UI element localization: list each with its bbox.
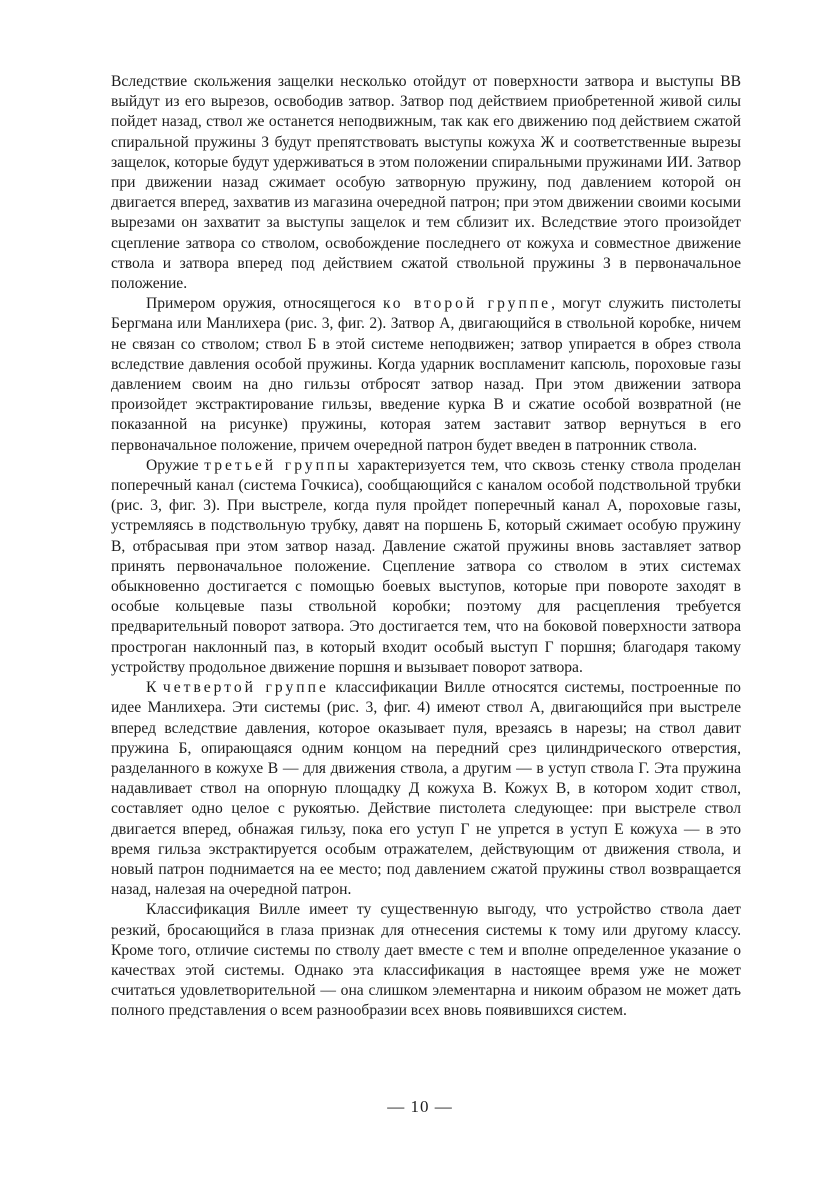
paragraph-2-rest: , могут служить пистолеты Бергмана или Манлихера (рис. 3, фиг. 2). Затвор А, двигающийся в ствольной коробке, ничем не связан со стволом; ствол Б в этой системе неподвижен; затвор упирается в обрез ствола вследствие давления особой пружины. Когда ударник воспламенит капсюль, пороховые газы давлением своим на дно гильзы отбросят затвор назад. При этом движении затвора произойдет экстрактирование гильзы, введение курка В и сжатие особой возвратной (не показанной на рисунке) пружины, которая затем заставит затвор вернуться в его первоначальное положение, причем очередной патрон будет введен в патронник ствола. <box>111 295 742 454</box>
paragraph-5: Классификация Вилле имеет ту существенную выгоду, что устройство ствола дает резкий, бросающийся в глаза признак для отнесения системы к тому или другому классу. Кроме того, отличие системы по стволу дает вместе с тем и вполне определенное указание о качествах этой системы. Однако эта классификация в настоящее время уже не может считаться удовлетворительной — она слишком элементарна и никоим образом не может дать полного представления о всем разнообразии всех вновь появившихся систем. <box>111 901 741 1020</box>
paragraph-1: Вследствие скольжения защелки несколько отойдут от поверхности затвора и выступы ВВ выйдут из его вырезов, освободив затвор. Затвор под действием приобретенной живой силы пойдет назад, ствол же останется неподвижным, так как его движению под действием сжатой спиральной пружины З будут препятствовать выступы кожуха Ж и соответственные вырезы защелок, которые будут удерживаться в этом положении спиральными пружинами ИИ. Затвор при движении назад сжимает особую затворную пружину, под давлением которой он двигается вперед, захватив из магазина очередной патрон; при этом движении своими косыми вырезами он захватит за выступы защелок и тем сблизит их. Вследствие этого произойдет сцепление затвора со стволом, освобождение последнего от кожуха и совместное движение ствола и затвора вперед под действием сжатой ствольной пружины З в первоначальное положение. <box>111 73 741 293</box>
paragraph-2 <box>111 294 741 456</box>
page-number: — 10 — <box>387 1097 453 1116</box>
paragraph-4-lead: К <box>146 679 163 697</box>
paragraph-4 <box>111 678 741 900</box>
paragraph-3 <box>111 456 741 678</box>
page-text-block <box>111 72 741 1022</box>
group-four-emphasis: четвертой группе <box>162 679 329 697</box>
paragraph-4-rest: классификации Вилле относятся системы, построенные по идее Манлихера. Эти системы (рис. 3, фиг. 4) имеют ствол А, двигающийся при выстреле вперед вследствие давления, которое оказывает пуля, врезаясь в нарезы; на ствол давит пружина Б, опирающаяся одним концом на передний срез цилиндрического отверстия, разделанного в кожухе В — для движения ствола, а другим — в уступ ствола Г. Эта пружина надавливает ствол на опорную площадку Д кожуха В. Кожух В, в котором ходит ствол, составляет одно целое с рукоятью. Действие пистолета следующее: при выстреле ствол двигается вперед, обнажая гильзу, пока его уступ Г не упрется в уступ Е кожуха — в это время гильза экстрактируется особым отражателем, действующим от движения ствола, и новый патрон поднимается на ее место; под давлением сжатой пружины ствол возвращается назад, налезая на очередной патрон. <box>111 679 741 899</box>
paragraph-3-lead: Оружие <box>146 456 205 474</box>
group-three-emphasis: третьей группы <box>204 456 352 474</box>
paragraph-3-rest: характеризуется тем, что сквозь стенку ствола проделан поперечный канал (система Гочкиса), сообщающийся с каналом особой подствольной трубки (рис. 3, фиг. 3). При выстреле, когда пуля пройдет поперечный канал А, пороховые газы, устремляясь в подствольную трубку, давят на поршень Б, который сжимает особую пружину В, отбрасывая при этом затвор назад. Давление сжатой пружины вновь заставляет затвор принять первоначальное положение. Сцепление затвора со стволом в этих системах обыкновенно достигается с помощью боевых выступов, которые при повороте заходят в особые кольцевые пазы ствольной коробки; поэтому для расцепления требуется предварительный поворот затвора. Это достигается тем, что на боковой поверхности затвора простроган наклонный паз, в который входит особый выступ Г поршня; благодаря такому устройству продольное движение поршня и вызывает поворот затвора. <box>111 456 741 676</box>
group-two-emphasis: ко второй группе <box>382 295 552 313</box>
paragraph-2-lead: Примером оружия, относящегося <box>146 295 383 313</box>
